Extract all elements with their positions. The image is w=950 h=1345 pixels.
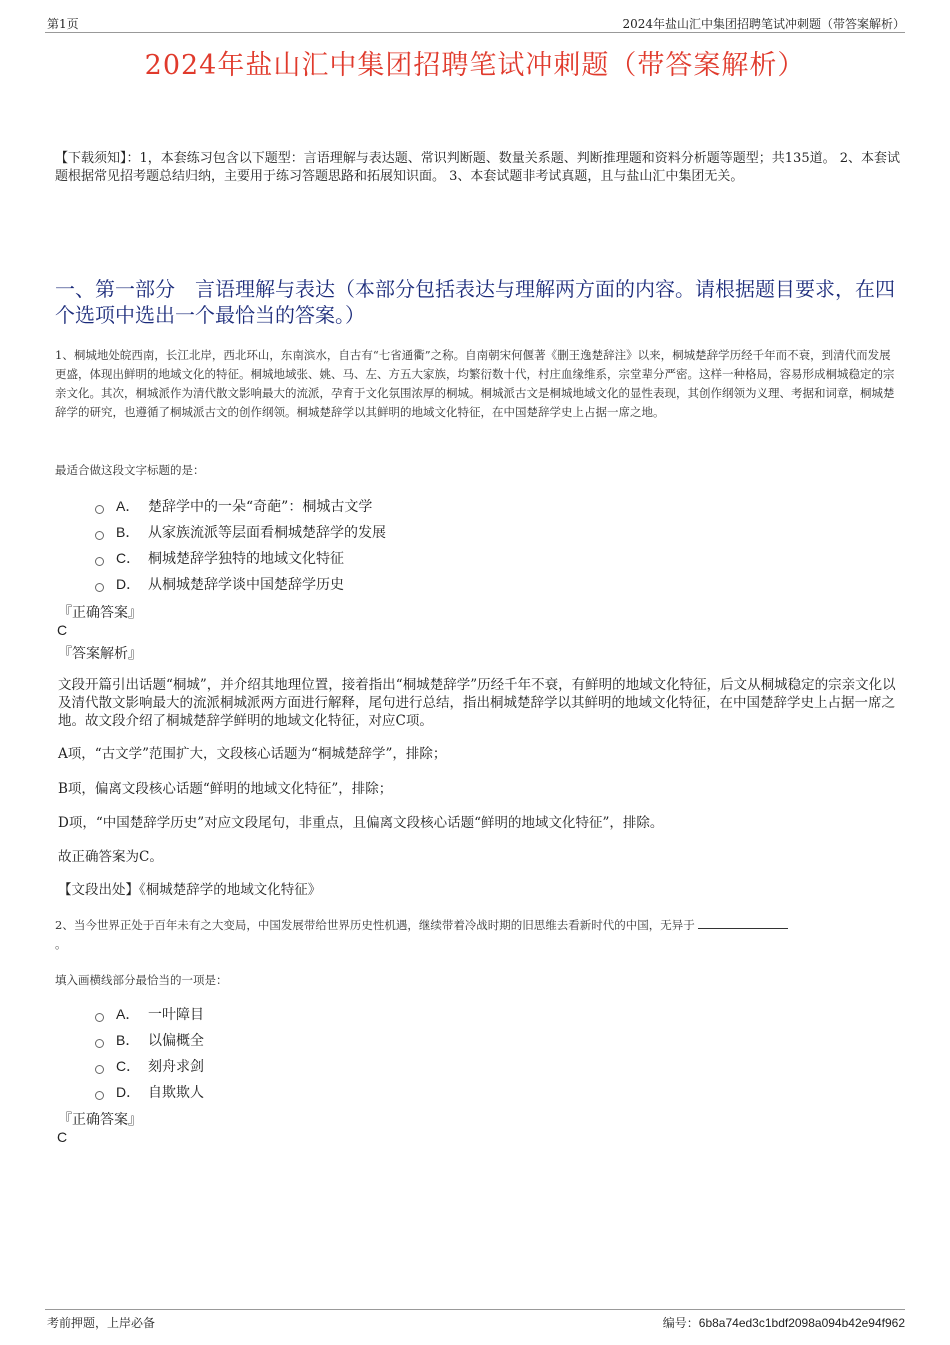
q1-answer-label: 『正确答案』 xyxy=(58,605,142,621)
footer-divider xyxy=(45,1309,905,1310)
q1-options xyxy=(95,493,795,597)
radio-icon[interactable] xyxy=(95,531,104,540)
q2-options xyxy=(95,1001,795,1105)
footer-code xyxy=(663,1314,905,1331)
q1-analysis-a: A项，“古文学”范围扩大，文段核心话题为“桐城楚辞学”，排除； xyxy=(58,746,447,762)
option-letter: B． xyxy=(116,1032,140,1048)
option-letter: B． xyxy=(116,524,140,540)
header-divider xyxy=(45,32,905,33)
q2-prompt: 填入画横线部分最恰当的一项是： xyxy=(55,973,228,987)
q2-passage-end: 。 xyxy=(55,937,67,951)
page-number: 第1页 xyxy=(47,17,79,31)
q1-analysis-main: 文段开篇引出话题“桐城”，并介绍其地理位置，接着指出“桐城楚辞学”历经千年不衰，有鲜明的地域文化特征，后文从桐城稳定的宗亲文化以及清代散文影响最大的流派桐城派两方面进行解释，尾句进行总结，指出桐城楚辞学以其鲜明的地域文化特征，在中国楚辞学史上占据一席之地。故文段介绍了桐城楚辞学鲜明的地域文化特征，对应C项。 xyxy=(58,677,896,729)
q1-analysis-label: 『答案解析』 xyxy=(58,646,142,662)
page-title: 2024年盐山汇中集团招聘笔试冲刺题（带答案解析） xyxy=(144,50,806,81)
q2-blank xyxy=(698,918,788,929)
radio-icon[interactable] xyxy=(95,1065,104,1074)
q1-analysis-b: B项，偏离文段核心话题“鲜明的地域文化特征”，排除； xyxy=(58,781,393,797)
option-text: 以偏概全 xyxy=(148,1033,204,1049)
radio-icon[interactable] xyxy=(95,505,104,514)
q2-option-b[interactable] xyxy=(95,1027,795,1053)
q2-option-c[interactable] xyxy=(95,1053,795,1079)
q1-passage: 1、桐城地处皖西南，长江北岸，西北环山，东南滨水，自古有“七省通衢”之称。自南朝宋何偃著《删王逸楚辞注》以来，桐城楚辞学历经千年而不衰，到清代而发展更盛，体现出鲜明的地域文化的特征。桐城地域张、姚、马、左、方五大家族，均繁衍数十代，村庄血缘维系，宗堂辈分严密。这样一种格局，容易形成桐城稳定的宗亲文化。其次，桐城派作为清代散文影响最大的流派，孕育于文化氛围浓厚的桐城。桐城派古文是桐城地域文化的显性表现，其创作纲领为义理、考据和词章，桐城楚辞学的研究，也遵循了桐城派古文的创作纲领。桐城楚辞学以其鲜明的地域文化特征，在中国楚辞学史上占据一席之地。 xyxy=(55,348,895,419)
option-text: 刻舟求剑 xyxy=(148,1059,204,1075)
q2-option-a[interactable] xyxy=(95,1001,795,1027)
option-letter: C． xyxy=(116,550,141,566)
option-letter: A． xyxy=(116,498,140,514)
q1-analysis-conclusion: 故正确答案为C。 xyxy=(58,849,163,865)
option-letter: D． xyxy=(116,1084,141,1100)
footer-slogan: 考前押题，上岸必备 xyxy=(47,1316,156,1330)
q2-passage: 2、当今世界正处于百年未有之大变局，中国发展带给世界历史性机遇，继续带着冷战时期的旧思维去看新时代的中国，无异于 xyxy=(55,918,695,932)
radio-icon[interactable] xyxy=(95,1091,104,1100)
footer-code-label: 编号： xyxy=(662,1316,699,1330)
radio-icon[interactable] xyxy=(95,1039,104,1048)
download-notice: 【下载须知】：1，本套练习包含以下题型：言语理解与表达题、常识判断题、数量关系题、判断推理题和资料分析题等题型；共135道。 2、本套试题根据常见招考题总结归纳，主要用于练习答题思路和拓展知识面。 3、本套试题非考试真题，且与盐山汇中集团无关。 xyxy=(55,151,900,184)
q2-passage-block xyxy=(55,916,895,954)
option-letter: C． xyxy=(116,1058,141,1074)
option-text: 从家族流派等层面看桐城楚辞学的发展 xyxy=(148,525,386,541)
q1-answer: C xyxy=(57,622,68,638)
radio-icon[interactable] xyxy=(95,1013,104,1022)
option-letter: A． xyxy=(116,1006,140,1022)
q1-option-d[interactable] xyxy=(95,571,795,597)
radio-icon[interactable] xyxy=(95,583,104,592)
q1-source: 【文段出处】《桐城楚辞学的地域文化特征》 xyxy=(58,882,322,898)
option-text: 楚辞学中的一朵“奇葩”：桐城古文学 xyxy=(148,499,373,515)
q1-prompt: 最适合做这段文字标题的是： xyxy=(55,463,205,477)
option-text: 自欺欺人 xyxy=(148,1085,204,1101)
option-letter: D． xyxy=(116,576,141,592)
option-text: 从桐城楚辞学谈中国楚辞学历史 xyxy=(148,577,344,593)
q1-option-b[interactable] xyxy=(95,519,795,545)
q1-analysis-d: D项，“中国楚辞学历史”对应文段尾句，非重点，且偏离文段核心话题“鲜明的地域文化特征”，排除。 xyxy=(58,815,664,831)
q2-answer: C xyxy=(57,1129,68,1145)
q2-answer-label: 『正确答案』 xyxy=(58,1112,142,1128)
q1-option-c[interactable] xyxy=(95,545,795,571)
footer-code-value: 6b8a74ed3c1bdf2098a094b42e94f962 xyxy=(698,1316,905,1330)
option-text: 一叶障目 xyxy=(148,1007,204,1023)
header-doc-title: 2024年盐山汇中集团招聘笔试冲刺题（带答案解析） xyxy=(622,17,905,31)
option-text: 桐城楚辞学独特的地域文化特征 xyxy=(148,551,344,567)
q2-option-d[interactable] xyxy=(95,1079,795,1105)
section-heading: 一、第一部分 言语理解与表达（本部分包括表达与理解两方面的内容。请根据题目要求，在四个选项中选出一个最恰当的答案。） xyxy=(55,277,895,327)
radio-icon[interactable] xyxy=(95,557,104,566)
q1-option-a[interactable] xyxy=(95,493,795,519)
